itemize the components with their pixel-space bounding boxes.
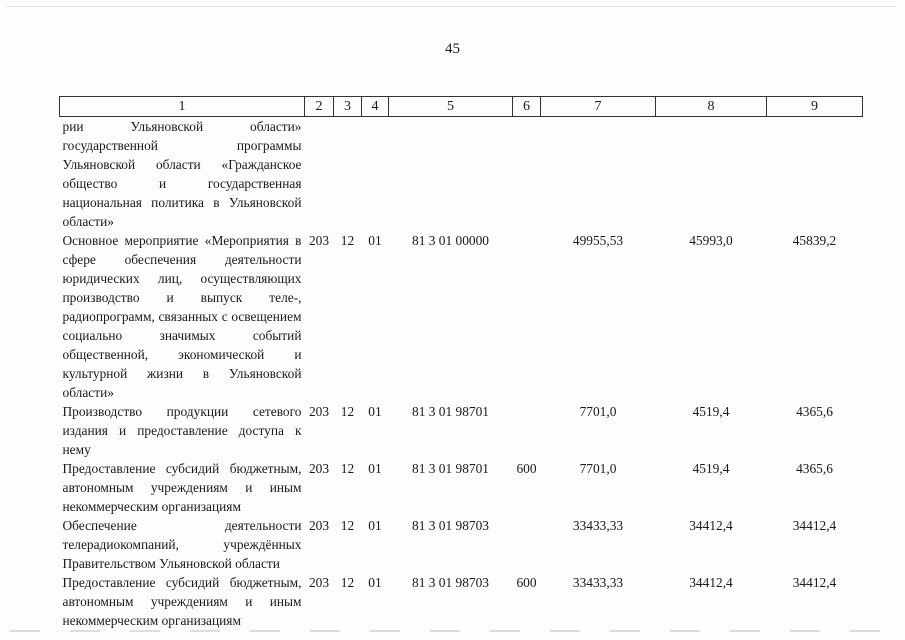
- cell-amount-col7: 33433,33: [572, 518, 624, 533]
- cell-section: 12: [340, 233, 355, 248]
- cell-expense-type: 600: [516, 461, 537, 476]
- cell-amount-col9: 4365,6: [796, 461, 833, 476]
- table-row: [60, 516, 863, 573]
- cell-ministry: 203: [308, 461, 330, 476]
- cell-amount-col9: [767, 117, 863, 232]
- column-header: 5: [389, 97, 513, 117]
- cell-amount-col7: 7701,0: [579, 404, 617, 419]
- cell-subsection: 01: [368, 518, 382, 533]
- cell-amount-col9: 34412,4: [792, 518, 837, 533]
- row-description: Обеспечение деятельности телерадиокомпаний, учреждённых Правительством Ульяновской области: [62, 518, 302, 571]
- cell-ministry: 203: [308, 233, 330, 248]
- cell-ministry: 203: [308, 518, 330, 533]
- cell-amount-col8: 4519,4: [692, 404, 730, 419]
- cell-subsection: 01: [368, 404, 382, 419]
- cell-expense-type: [513, 402, 541, 459]
- cell-amount-col8: 34412,4: [689, 518, 733, 533]
- table-row: [60, 231, 863, 402]
- cell-subsection: 01: [368, 233, 382, 248]
- cell-section: [334, 117, 362, 232]
- cell-amount-col7: 33433,33: [572, 575, 624, 590]
- cell-expense-type: [513, 516, 541, 573]
- cell-target-code: 81 3 01 98701: [412, 461, 489, 476]
- row-description: Основное мероприятие «Мероприятия в сфере обеспечения деятельности юридических лиц, осуществляющих производство и выпуск теле-, радиопрограмм, связанных с освещением социально значимых событий общественной, экономической и культурной жизни в Ульяновской области»: [62, 233, 302, 400]
- cell-subsection: [362, 117, 389, 232]
- cell-amount-col9: 34412,4: [792, 575, 837, 590]
- cell-amount-col8: 34412,4: [689, 575, 733, 590]
- cell-target-code: 81 3 01 00000: [412, 233, 489, 248]
- cell-expense-type: [513, 117, 541, 232]
- column-number-header-row: [60, 97, 863, 117]
- cell-amount-col8: 45993,0: [689, 233, 733, 248]
- column-header: 2: [305, 97, 334, 117]
- row-description: Предоставление субсидий бюджетным, автономным учреждениям и иным некоммерческим организациям: [62, 575, 302, 628]
- column-header: 7: [541, 97, 656, 117]
- cell-section: 12: [340, 518, 355, 533]
- budget-table: [59, 96, 863, 630]
- cell-amount-col7: [541, 117, 656, 232]
- column-header: 9: [767, 97, 863, 117]
- column-header: 4: [362, 97, 389, 117]
- cell-ministry: 203: [308, 404, 330, 419]
- cell-section: 12: [340, 575, 355, 590]
- table-row: [60, 459, 863, 516]
- cell-target-code: 81 3 01 98703: [412, 575, 489, 590]
- cell-subsection: 01: [368, 575, 382, 590]
- row-description: Предоставление субсидий бюджетным, автономным учреждениям и иным некоммерческим организациям: [62, 461, 302, 514]
- table-row: [60, 573, 863, 630]
- column-header: 3: [334, 97, 362, 117]
- cell-amount-col8: 4519,4: [692, 461, 730, 476]
- cell-section: 12: [340, 461, 355, 476]
- column-header: 6: [513, 97, 541, 117]
- cell-amount-col9: 4365,6: [796, 404, 833, 419]
- cell-amount-col7: 7701,0: [579, 461, 617, 476]
- cell-expense-type: [513, 231, 541, 402]
- cell-section: 12: [340, 404, 355, 419]
- cell-target-code: 81 3 01 98703: [412, 518, 489, 533]
- cell-expense-type: 600: [516, 575, 537, 590]
- table-row: [60, 117, 863, 232]
- scan-edge-artifact: [10, 630, 890, 632]
- cell-ministry: [305, 117, 334, 232]
- cell-target-code: [389, 117, 513, 232]
- row-description: Производство продукции сетевого издания и предоставление доступа к нему: [62, 404, 302, 457]
- column-header: 8: [656, 97, 767, 117]
- cell-target-code: 81 3 01 98701: [412, 404, 489, 419]
- table-row: [60, 402, 863, 459]
- cell-amount-col7: 49955,53: [572, 233, 624, 248]
- cell-amount-col8: [656, 117, 767, 232]
- cell-amount-col9: 45839,2: [792, 233, 837, 248]
- column-header: 1: [60, 97, 305, 117]
- page-number: 45: [445, 41, 460, 57]
- cell-subsection: 01: [368, 461, 382, 476]
- row-description: рии Ульяновской области» государственной программы Ульяновской области «Гражданское общество и государственная национальная политика в Ульяновской области»: [62, 119, 302, 229]
- cell-ministry: 203: [308, 575, 330, 590]
